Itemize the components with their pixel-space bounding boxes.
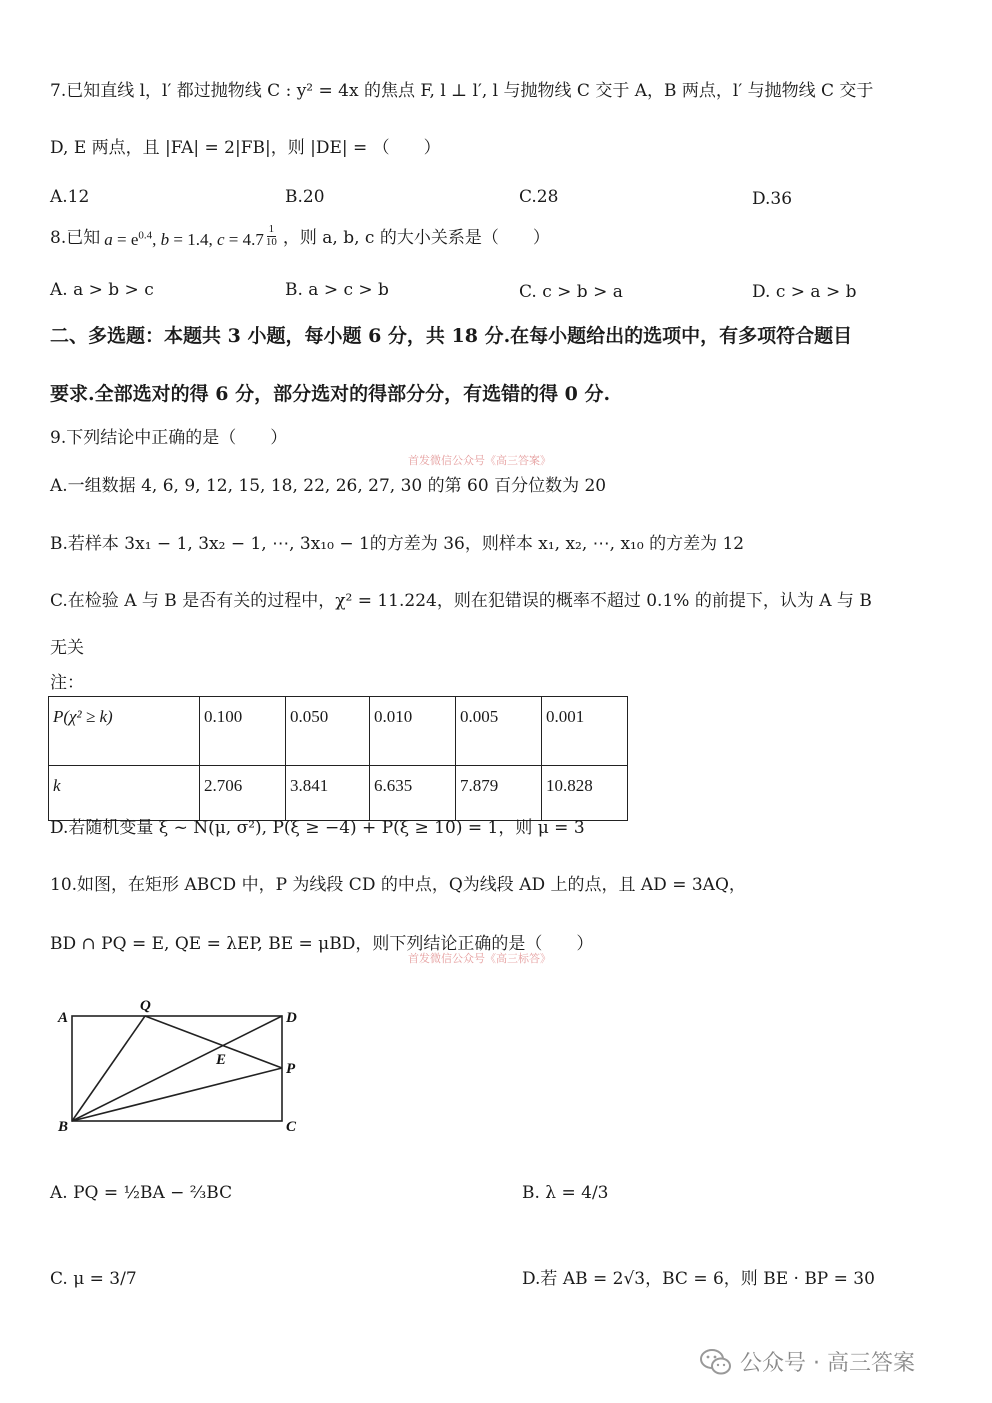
q7-line2-text: D, E 两点，且 |FA| = 2|FB|，则 |DE| = （ ） bbox=[50, 138, 441, 158]
q8-option-c: C. c > b > a bbox=[519, 282, 623, 302]
table-cell: 0.010 bbox=[370, 697, 456, 766]
q7-line2 bbox=[50, 137, 441, 159]
q10-option-d: D.若 AB = 2√3，BC = 6，则 BE · BP = 30 bbox=[522, 1269, 875, 1289]
label-q: Q bbox=[140, 998, 151, 1014]
q10-line1: 10.如图，在矩形 ABCD 中，P 为线段 CD 的中点，Q为线段 AD 上的点，且 AD = 3AQ， bbox=[50, 875, 746, 895]
q10-option-a: A. PQ = ½BA − ⅔BC bbox=[50, 1183, 233, 1203]
watermark-2: 首发微信公众号《高三标答》 bbox=[408, 952, 551, 965]
q9-stem: 9.下列结论中正确的是（ ） bbox=[50, 428, 288, 448]
label-d: D bbox=[286, 1010, 297, 1026]
section2-heading-line2: 要求.全部选对的得 6 分，部分选对的得部分分，有选错的得 0 分. bbox=[50, 383, 611, 405]
q9-option-a: A.一组数据 4, 6, 9, 12, 15, 18, 22, 26, 27, 30 的第 60 百分位数为 20 bbox=[50, 476, 607, 496]
q7-option-c: C.28 bbox=[519, 187, 559, 207]
q9-option-d: D.若随机变量 ξ ~ N(μ, σ²), P(ξ ≥ −4) + P(ξ ≥ 10) = 1，则 μ = 3 bbox=[50, 818, 585, 838]
wechat-icon bbox=[700, 1348, 732, 1376]
label-e: E bbox=[216, 1052, 227, 1068]
q8-formula: $a = e^{0.4}$, b = 1.4, c = 4.7 $^{\frac{1}{10}}$ bbox=[104, 223, 277, 250]
q8-option-a: A. a > b > c bbox=[50, 280, 154, 300]
q9-option-b: B.若样本 3x₁ − 1, 3x₂ − 1, ⋯, 3x₁₀ − 1的方差为 36，则样本 x₁, x₂, ⋯, x₁₀ 的方差为 12 bbox=[50, 534, 745, 554]
table-row-label: P(χ² ≥ k) bbox=[49, 697, 200, 766]
chi-square-table bbox=[48, 696, 628, 821]
table-cell: 2.706 bbox=[200, 766, 286, 821]
table-cell: 6.635 bbox=[370, 766, 456, 821]
q9-note: 注： bbox=[50, 673, 84, 693]
q8-option-b: B. a > c > b bbox=[285, 280, 389, 300]
table-cell: 0.100 bbox=[200, 697, 286, 766]
segment-qp bbox=[145, 1016, 282, 1068]
q9-option-c-line1: C.在检验 A 与 B 是否有关的过程中，χ² = 11.224，则在犯错误的概率不超过 0.1% 的前提下，认为 A 与 B bbox=[50, 591, 872, 611]
table-cell: 0.005 bbox=[456, 697, 542, 766]
footer bbox=[700, 1346, 915, 1377]
q7-option-d: D.36 bbox=[752, 189, 793, 209]
label-a: A bbox=[58, 1010, 69, 1026]
q9-option-c-line2: 无关 bbox=[50, 638, 84, 658]
table-cell: 0.001 bbox=[542, 697, 628, 766]
table-cell: 3.841 bbox=[286, 766, 370, 821]
section2-heading-line1: 二、多选题：本题共 3 小题，每小题 6 分，共 18 分.在每小题给出的选项中，有多项符合题目 bbox=[50, 325, 853, 347]
footer-text: 公众号 · 高三答案 bbox=[740, 1351, 915, 1376]
table-row bbox=[49, 766, 628, 821]
table-row bbox=[49, 697, 628, 766]
q7-line1-text: 7.已知直线 l，l′ 都过抛物线 C : y² = 4x 的焦点 F, l ⊥ l′, l 与抛物线 C 交于 A，B 两点，l′ 与抛物线 C 交于 bbox=[50, 81, 874, 101]
watermark-1: 首发微信公众号《高三答案》 bbox=[408, 454, 551, 467]
label-c: C bbox=[286, 1119, 297, 1135]
q7-option-b: B.20 bbox=[285, 187, 325, 207]
q8-stem-prefix: 8.已知 bbox=[50, 227, 101, 248]
label-p: P bbox=[286, 1061, 296, 1077]
q10-option-b: B. λ = 4/3 bbox=[522, 1183, 609, 1203]
table-cell: 10.828 bbox=[542, 766, 628, 821]
q8-stem-suffix: ，则 a, b, c 的大小关系是（ ） bbox=[282, 227, 550, 248]
q8-option-d: D. c > a > b bbox=[752, 282, 857, 302]
q7-line1 bbox=[50, 80, 873, 102]
label-b: B bbox=[58, 1119, 69, 1135]
q8-stem bbox=[50, 224, 550, 251]
segment-bd bbox=[72, 1016, 282, 1121]
q7-option-a: A.12 bbox=[50, 187, 90, 207]
table-row-label: k bbox=[49, 766, 200, 821]
table-cell: 0.050 bbox=[286, 697, 370, 766]
table-cell: 7.879 bbox=[456, 766, 542, 821]
q10-line2: BD ∩ PQ = E, QE = λEP, BE = μBD，则下列结论正确的是（ ） bbox=[50, 934, 594, 954]
rectangle-figure bbox=[50, 995, 320, 1135]
q10-option-c: C. μ = 3/7 bbox=[50, 1269, 137, 1289]
